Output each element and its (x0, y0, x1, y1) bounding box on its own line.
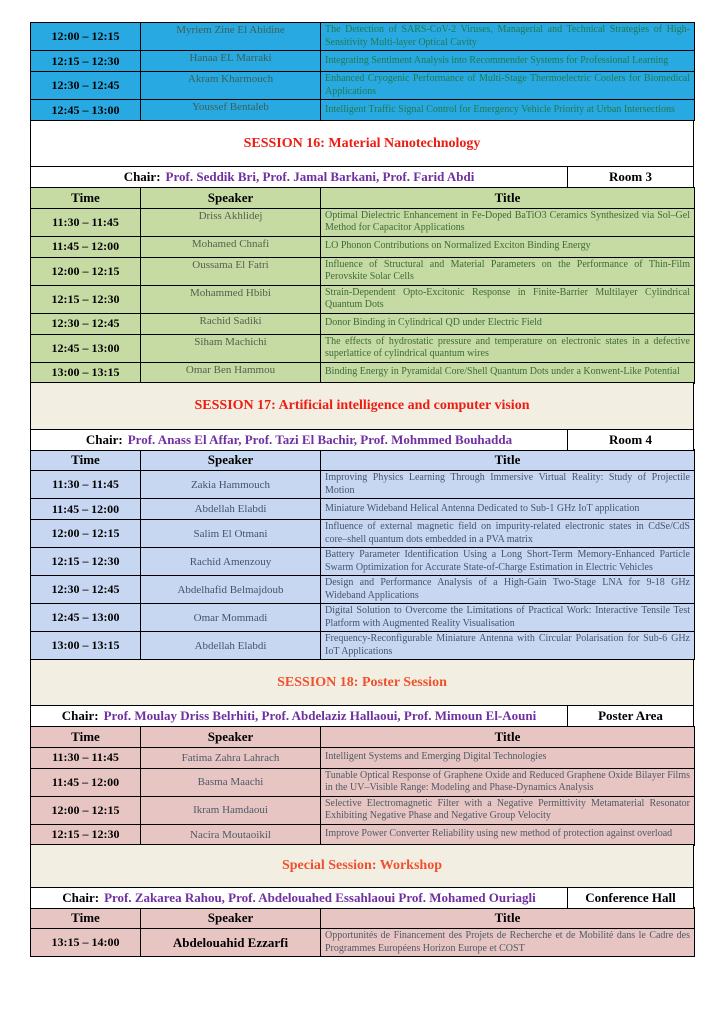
chair-label: Chair: (62, 889, 100, 905)
title-cell: Digital Solution to Overcome the Limitations of Practical Work: Interactive Tensile Test Platform with Augmented Reality Visualisation (321, 604, 695, 632)
table-row (31, 100, 695, 121)
time-cell: 13:00 – 13:15 (31, 362, 141, 383)
title-cell: Tunable Optical Response of Graphene Oxide and Reduced Graphene Oxide Bilayer Films in the UV–Visible Range: Modeling and Phase-Dynamics Analysis (321, 768, 695, 796)
time-cell: 11:45 – 12:00 (31, 768, 141, 796)
session-table-wrap (30, 726, 694, 846)
column-header-row (31, 187, 695, 208)
time-cell: 11:30 – 11:45 (31, 208, 141, 236)
speaker-cell: Youssef Bentaleb (141, 100, 321, 121)
session-title-band (30, 844, 694, 888)
table-row (31, 632, 695, 660)
speaker-cell: Driss Akhlidej (141, 208, 321, 236)
speaker-cell: Mohamed Chnafi (141, 236, 321, 257)
time-cell: 12:15 – 12:30 (31, 824, 141, 845)
speaker-cell: Abdellah Elabdi (141, 499, 321, 520)
continuation-table (30, 22, 695, 121)
chair-cell (30, 429, 568, 451)
speaker-cell: Zakia Hammouch (141, 471, 321, 499)
time-cell: 13:15 – 14:00 (31, 929, 141, 957)
table-row (31, 208, 695, 236)
chair-label: Chair: (85, 431, 123, 447)
title-cell: Miniature Wideband Helical Antenna Dedicated to Sub-1 GHz IoT application (321, 499, 695, 520)
speaker-cell: Ikram Hamdaoui (141, 796, 321, 824)
speaker-cell: Fatima Zahra Lahrach (141, 747, 321, 768)
session-title: SESSION 17: Artificial intelligence and computer vision (194, 398, 530, 413)
column-header-title: Title (321, 726, 695, 747)
time-cell: 12:30 – 12:45 (31, 313, 141, 334)
speaker-cell: Rachid Amenzouy (141, 548, 321, 576)
column-header-time: Time (31, 726, 141, 747)
column-header-title: Title (321, 908, 695, 929)
column-header-speaker: Speaker (141, 450, 321, 471)
session-table (30, 726, 695, 846)
chair-cell (30, 887, 568, 909)
time-cell: 11:45 – 12:00 (31, 499, 141, 520)
room-label: Conference Hall (568, 887, 694, 909)
column-header-row (31, 450, 695, 471)
chair-row (30, 166, 694, 188)
speaker-cell: Akram Kharmouch (141, 72, 321, 100)
column-header-row (31, 726, 695, 747)
time-cell: 12:45 – 13:00 (31, 334, 141, 362)
table-row (31, 824, 695, 845)
time-cell: 12:15 – 12:30 (31, 285, 141, 313)
column-header-speaker: Speaker (141, 726, 321, 747)
title-cell: Frequency-Reconfigurable Miniature Antenna with Circular Polarisation for Sub-6 GHz IoT Applications (321, 632, 695, 660)
title-cell: The effects of hydrostatic pressure and temperature on electronic states in a defective superlattice of cylindrical quantum wires (321, 334, 695, 362)
title-cell: Design and Performance Analysis of a High-Gain Two-Stage LNA for 9-18 GHz Wideband Applications (321, 576, 695, 604)
time-cell: 11:45 – 12:00 (31, 236, 141, 257)
table-row (31, 72, 695, 100)
session-title: SESSION 16: Material Nanotechnology (243, 135, 481, 151)
table-row (31, 548, 695, 576)
table-row (31, 51, 695, 72)
title-cell: Enhanced Cryogenic Performance of Multi-Stage Thermoelectric Coolers for Biomedical Applications (321, 72, 695, 100)
title-cell: Intelligent Systems and Emerging Digital Technologies (321, 747, 695, 768)
time-cell: 12:00 – 12:15 (31, 257, 141, 285)
column-header-title: Title (321, 450, 695, 471)
table-row (31, 576, 695, 604)
room-label: Room 3 (568, 166, 694, 188)
speaker-cell: Siham Machichi (141, 334, 321, 362)
chair-names: Prof. Moulay Driss Belrhiti, Prof. Abdelaziz Hallaoui, Prof. Mimoun El-Aouni (103, 708, 537, 723)
table-row (31, 768, 695, 796)
column-header-row (31, 908, 695, 929)
session-table (30, 187, 695, 384)
table-row (31, 471, 695, 499)
chair-label: Chair: (61, 708, 99, 723)
table-row (31, 499, 695, 520)
speaker-cell: Rachid Sadiki (141, 313, 321, 334)
time-cell: 12:00 – 12:15 (31, 520, 141, 548)
session-table (30, 449, 695, 660)
session-section (30, 382, 694, 660)
session-table-wrap (30, 907, 694, 957)
title-cell: Battery Parameter Identification Using a Long Short-Term Memory-Enhanced Particle Swarm Optimization for Accurate State-of-Charge Estimation in Electric Vehicles (321, 548, 695, 576)
table-row (31, 604, 695, 632)
column-header-time: Time (31, 908, 141, 929)
column-header-time: Time (31, 450, 141, 471)
title-cell: Opportunités de Financement des Projets de Recherche et de Mobilité dans le Cadre des Programmes Européens Horizon Europe et COST (321, 929, 695, 957)
table-row (31, 520, 695, 548)
chair-names: Prof. Zakarea Rahou, Prof. Abdelouahed Essahlaoui Prof. Mohamed Ouriagli (104, 889, 536, 905)
table-row (31, 334, 695, 362)
room-label: Room 4 (568, 429, 694, 451)
title-cell: Improving Physics Learning Through Immersive Virtual Reality: Study of Projectile Motion (321, 471, 695, 499)
table-row (31, 23, 695, 51)
chair-row (30, 429, 694, 451)
room-label: Poster Area (568, 705, 694, 727)
speaker-cell: Hanaa EL Marraki (141, 51, 321, 72)
session-title: Special Session: Workshop (281, 858, 442, 873)
speaker-cell: Nacira Moutaoikil (141, 824, 321, 845)
session-table-wrap (30, 449, 694, 660)
column-header-title: Title (321, 187, 695, 208)
title-cell: Improve Power Converter Reliability using new method of protection against overload (321, 824, 695, 845)
time-cell: 12:30 – 12:45 (31, 72, 141, 100)
speaker-cell: Oussama El Fatri (141, 257, 321, 285)
title-cell: Strain-Dependent Opto-Excitonic Response in Finite-Barrier Multilayer Cylindrical Quantum Dots (321, 285, 695, 313)
table-row (31, 796, 695, 824)
time-cell: 12:15 – 12:30 (31, 548, 141, 576)
speaker-cell: Abdelouahid Ezzarfi (141, 929, 321, 957)
session-section (30, 844, 694, 957)
column-header-speaker: Speaker (141, 908, 321, 929)
session-section (30, 659, 694, 846)
time-cell: 12:15 – 12:30 (31, 51, 141, 72)
title-cell: Integrating Sentiment Analysis into Recommender Systems for Professional Learning (321, 51, 695, 72)
session-title-band (30, 120, 694, 168)
title-cell: Optimal Dielectric Enhancement in Fe-Doped BaTiO3 Ceramics Synthesized via Sol–Gel Method for Capacitor Applications (321, 208, 695, 236)
session-table (30, 907, 695, 957)
title-cell: Binding Energy in Pyramidal Core/Shell Quantum Dots under a Konwent-Like Potential (321, 362, 695, 383)
table-row (31, 285, 695, 313)
session-section (30, 120, 694, 384)
session-title: SESSION 18: Poster Session (277, 674, 447, 690)
speaker-cell: Salim El Otmani (141, 520, 321, 548)
table-row (31, 362, 695, 383)
title-cell: Influence of external magnetic field on impurity-related electronic states in CdSe/CdS core–shell quantum dots embedded in a PVA matrix (321, 520, 695, 548)
title-cell: The Detection of SARS-CoV-2 Viruses, Managerial and Technical Strategies of High-Sensitivity Multi-layer Optical Cavity (321, 23, 695, 51)
chair-cell (30, 705, 568, 727)
chair-label: Chair: (123, 169, 161, 184)
table-row (31, 747, 695, 768)
time-cell: 12:45 – 13:00 (31, 100, 141, 121)
session-title-band (30, 382, 694, 430)
time-cell: 13:00 – 13:15 (31, 632, 141, 660)
column-header-speaker: Speaker (141, 187, 321, 208)
speaker-cell: Omar Mommadi (141, 604, 321, 632)
time-cell: 11:30 – 11:45 (31, 471, 141, 499)
time-cell: 12:00 – 12:15 (31, 23, 141, 51)
table-row (31, 236, 695, 257)
chair-cell (30, 166, 568, 188)
title-cell: Influence of Structural and Material Parameters on the Performance of Thin-Film Perovskite Solar Cells (321, 257, 695, 285)
chair-row (30, 887, 694, 909)
speaker-cell: Basma Maachi (141, 768, 321, 796)
column-header-time: Time (31, 187, 141, 208)
speaker-cell: Abdelhafid Belmajdoub (141, 576, 321, 604)
table-row (31, 313, 695, 334)
chair-names: Prof. Anass El Affar, Prof. Tazi El Bachir, Prof. Mohmmed Bouhadda (127, 431, 513, 447)
continuation-table-section (30, 22, 694, 121)
table-row (31, 257, 695, 285)
time-cell: 11:30 – 11:45 (31, 747, 141, 768)
session-table-wrap (30, 187, 694, 384)
chair-names: Prof. Seddik Bri, Prof. Jamal Barkani, Prof. Farid Abdi (165, 169, 475, 184)
speaker-cell: Abdellah Elabdi (141, 632, 321, 660)
title-cell: Selective Electromagnetic Filter with a Negative Permittivity Metamaterial Resonator Exhibiting Negative Phase and Negative Group Velocity (321, 796, 695, 824)
speaker-cell: Omar Ben Hammou (141, 362, 321, 383)
title-cell: Donor Binding in Cylindrical QD under Electric Field (321, 313, 695, 334)
chair-row (30, 705, 694, 727)
session-title-band (30, 659, 694, 707)
title-cell: Intelligent Traffic Signal Control for Emergency Vehicle Priority at Urban Intersections (321, 100, 695, 121)
time-cell: 12:00 – 12:15 (31, 796, 141, 824)
table-row (31, 929, 695, 957)
time-cell: 12:45 – 13:00 (31, 604, 141, 632)
speaker-cell: Mohammed Hbibi (141, 285, 321, 313)
speaker-cell: Myriem Zine El Abidine (141, 23, 321, 51)
time-cell: 12:30 – 12:45 (31, 576, 141, 604)
title-cell: LO Phonon Contributions on Normalized Exciton Binding Energy (321, 236, 695, 257)
